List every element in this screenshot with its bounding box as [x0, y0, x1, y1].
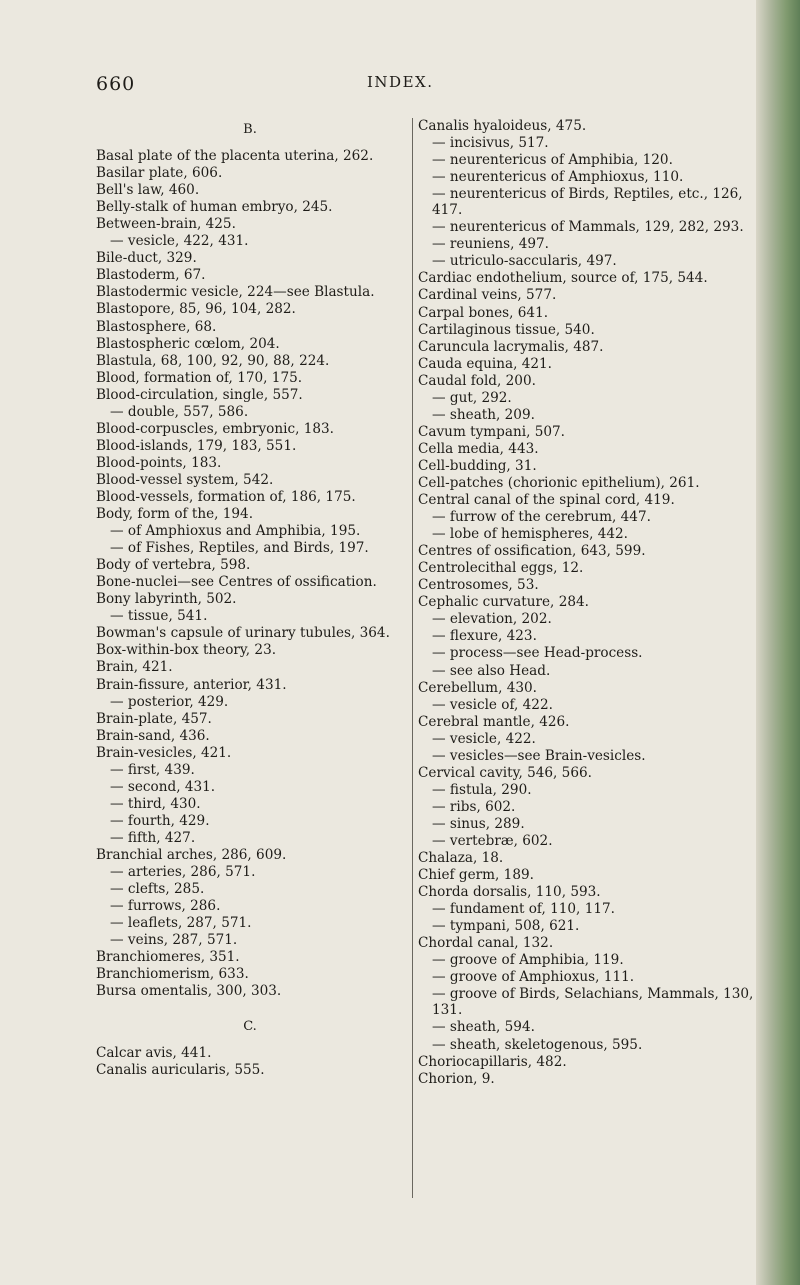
- index-entry: — flexure, 423.: [432, 628, 537, 645]
- index-entry: Blood-circulation, single, 557.: [96, 386, 303, 403]
- index-entry: Basal plate of the placenta uterina, 262.: [96, 148, 374, 165]
- section-letter-c: C.: [243, 1019, 257, 1035]
- index-entry: Caruncula lacrymalis, 487.: [418, 338, 604, 355]
- index-entry: Cerebellum, 430.: [418, 679, 537, 696]
- index-entry: Blood-islands, 179, 183, 551.: [96, 437, 297, 454]
- index-entry: Cavum tympani, 507.: [418, 423, 566, 440]
- index-entry: — leaflets, 287, 571.: [110, 915, 252, 932]
- section-letter-b: B.: [243, 122, 257, 137]
- index-entry: Centres of ossification, 643, 599.: [418, 543, 646, 560]
- index-entry: — neurentericus of Birds, Reptiles, etc., 126, 417.: [432, 186, 743, 219]
- index-entry: Chordal canal, 132.: [418, 935, 554, 952]
- index-entry: Brain-vesicles, 421.: [96, 744, 232, 761]
- index-entry: Brain-plate, 457.: [96, 710, 212, 727]
- index-entry: Cartilaginous tissue, 540.: [418, 321, 595, 338]
- index-entry: Chorda dorsalis, 110, 593.: [418, 884, 601, 901]
- index-entry: — gut, 292.: [432, 389, 512, 406]
- index-entry: Belly-stalk of human embryo, 245.: [96, 199, 333, 216]
- index-entry: Brain-sand, 436.: [96, 727, 210, 744]
- index-entry: — double, 557, 586.: [110, 403, 249, 420]
- index-entry: Caudal fold, 200.: [418, 372, 536, 389]
- index-entry: Brain-fissure, anterior, 431.: [96, 676, 287, 693]
- index-entry: Choriocapillaris, 482.: [418, 1053, 567, 1070]
- index-entry: Canalis auricularis, 555.: [96, 1062, 265, 1079]
- index-entry: — lobe of hemispheres, 442.: [432, 526, 628, 543]
- index-entry: — groove of Amphibia, 119.: [432, 952, 624, 969]
- index-entry: — neurentericus of Amphioxus, 110.: [432, 169, 684, 186]
- index-entry: Bursa omentalis, 300, 303.: [96, 983, 282, 1000]
- index-entry: — vertebræ, 602.: [432, 832, 553, 849]
- index-entry: — clefts, 285.: [110, 881, 205, 898]
- index-entry: — groove of Amphioxus, 111.: [432, 969, 635, 986]
- index-entry: Cardiac endothelium, source of, 175, 544.: [418, 270, 708, 287]
- index-entry: Bony labyrinth, 502.: [96, 591, 237, 608]
- page-edge: [756, 0, 800, 1285]
- index-entry: — reuniens, 497.: [432, 236, 550, 253]
- index-entry: — fundament of, 110, 117.: [432, 901, 615, 918]
- index-entry: Chalaza, 18.: [418, 850, 504, 867]
- index-entry: — second, 431.: [110, 778, 216, 795]
- index-entry: Cervical cavity, 546, 566.: [418, 764, 592, 781]
- index-entry: Blood-corpuscles, embryonic, 183.: [96, 420, 334, 437]
- index-entry: Basilar plate, 606.: [96, 165, 223, 182]
- index-entry: Blood-vessel system, 542.: [96, 471, 274, 488]
- index-entry: Canalis hyaloideus, 475.: [418, 118, 587, 134]
- index-entry: Bone-nuclei—see Centres of ossification.: [96, 574, 377, 591]
- right-column: [418, 118, 758, 1088]
- index-entry: — sinus, 289.: [432, 815, 525, 832]
- index-entry: — vesicles—see Brain-vesicles.: [432, 747, 646, 764]
- index-entry: Bile-duct, 329.: [96, 250, 197, 267]
- index-entry: — furrow of the cerebrum, 447.: [432, 509, 651, 526]
- entries-right: [418, 118, 758, 1087]
- index-entry: Blood-points, 183.: [96, 454, 222, 471]
- index-entry: Chief germ, 189.: [418, 867, 534, 884]
- index-entry: — furrows, 286.: [110, 898, 221, 915]
- index-entry: — third, 430.: [110, 795, 201, 812]
- index-entry: — sheath, skeletogenous, 595.: [432, 1036, 643, 1053]
- entries-c: [96, 1045, 404, 1078]
- index-entry: Cardinal veins, 577.: [418, 287, 557, 304]
- index-entry: Centrolecithal eggs, 12.: [418, 560, 584, 577]
- index-entry: Central canal of the spinal cord, 419.: [418, 492, 675, 509]
- index-entry: — elevation, 202.: [432, 611, 552, 628]
- index-entry: — of Amphioxus and Amphibia, 195.: [110, 523, 361, 540]
- column-divider: [412, 118, 413, 1198]
- index-entry: — neurentericus of Mammals, 129, 282, 293.: [432, 219, 744, 236]
- left-column: [96, 118, 404, 1080]
- index-entry: Cell-budding, 31.: [418, 457, 537, 474]
- page-number: 660: [96, 73, 136, 95]
- index-entry: — ribs, 602.: [432, 798, 516, 815]
- index-entry: Chorion, 9.: [418, 1070, 495, 1087]
- index-entry: Cephalic curvature, 284.: [418, 594, 589, 611]
- index-entry: Brain, 421.: [96, 659, 173, 676]
- index-entry: Body of vertebra, 598.: [96, 557, 251, 574]
- index-entry: Cella media, 443.: [418, 440, 539, 457]
- index-entry: — sheath, 594.: [432, 1019, 535, 1036]
- index-entry: — arteries, 286, 571.: [110, 864, 256, 881]
- index-entry: — sheath, 209.: [432, 406, 535, 423]
- index-entry: — fistula, 290.: [432, 781, 532, 798]
- index-entry: — veins, 287, 571.: [110, 932, 238, 949]
- index-entry: — vesicle, 422.: [432, 730, 536, 747]
- running-head: INDEX.: [367, 73, 434, 91]
- index-entry: Cauda equina, 421.: [418, 355, 553, 372]
- index-entry: — of Fishes, Reptiles, and Birds, 197.: [110, 540, 369, 557]
- index-entry: Blastopore, 85, 96, 104, 282.: [96, 301, 296, 318]
- index-entry: — see also Head.: [432, 662, 551, 679]
- index-entry: Branchiomeres, 351.: [96, 949, 240, 966]
- index-entry: Centrosomes, 53.: [418, 577, 539, 594]
- index-entry: Carpal bones, 641.: [418, 304, 549, 321]
- index-entry: Branchiomerism, 633.: [96, 966, 249, 983]
- entries-b: [96, 148, 404, 999]
- index-entry: — neurentericus of Amphibia, 120.: [432, 152, 673, 169]
- index-entry: Blastospheric cœlom, 204.: [96, 335, 280, 352]
- index-entry: — incisivus, 517.: [432, 135, 549, 152]
- index-entry: Box-within-box theory, 23.: [96, 642, 277, 659]
- index-entry: — tympani, 508, 621.: [432, 918, 580, 935]
- index-entry: — fifth, 427.: [110, 829, 196, 846]
- index-entry: Branchial arches, 286, 609.: [96, 846, 287, 863]
- index-entry: Bowman's capsule of urinary tubules, 364.: [96, 625, 390, 642]
- index-entry: — groove of Birds, Selachians, Mammals, 130, 131.: [432, 986, 754, 1019]
- index-entry: Blastodermic vesicle, 224—see Blastula.: [96, 284, 375, 301]
- index-entry: Cell-patches (chorionic epithelium), 261.: [418, 474, 700, 491]
- index-entry: Blastosphere, 68.: [96, 318, 217, 335]
- index-entry: — fourth, 429.: [110, 812, 210, 829]
- index-entry: Body, form of the, 194.: [96, 506, 254, 523]
- index-entry: — vesicle, 422, 431.: [110, 233, 249, 250]
- index-entry: — vesicle of, 422.: [432, 696, 553, 713]
- index-entry: Between-brain, 425.: [96, 216, 236, 233]
- index-entry: — utriculo-saccularis, 497.: [432, 253, 617, 270]
- index-entry: Bell's law, 460.: [96, 182, 200, 199]
- index-entry: Blood, formation of, 170, 175.: [96, 369, 303, 386]
- index-entry: Blastula, 68, 100, 92, 90, 88, 224.: [96, 352, 330, 369]
- index-entry: — posterior, 429.: [110, 693, 229, 710]
- index-entry: Cerebral mantle, 426.: [418, 713, 570, 730]
- index-entry: — tissue, 541.: [110, 608, 208, 625]
- index-entry: Blood-vessels, formation of, 186, 175.: [96, 488, 356, 505]
- index-entry: Calcar avis, 441.: [96, 1045, 212, 1062]
- index-entry: Blastoderm, 67.: [96, 267, 206, 284]
- index-entry: — process—see Head-process.: [432, 645, 643, 662]
- index-entry: — first, 439.: [110, 761, 195, 778]
